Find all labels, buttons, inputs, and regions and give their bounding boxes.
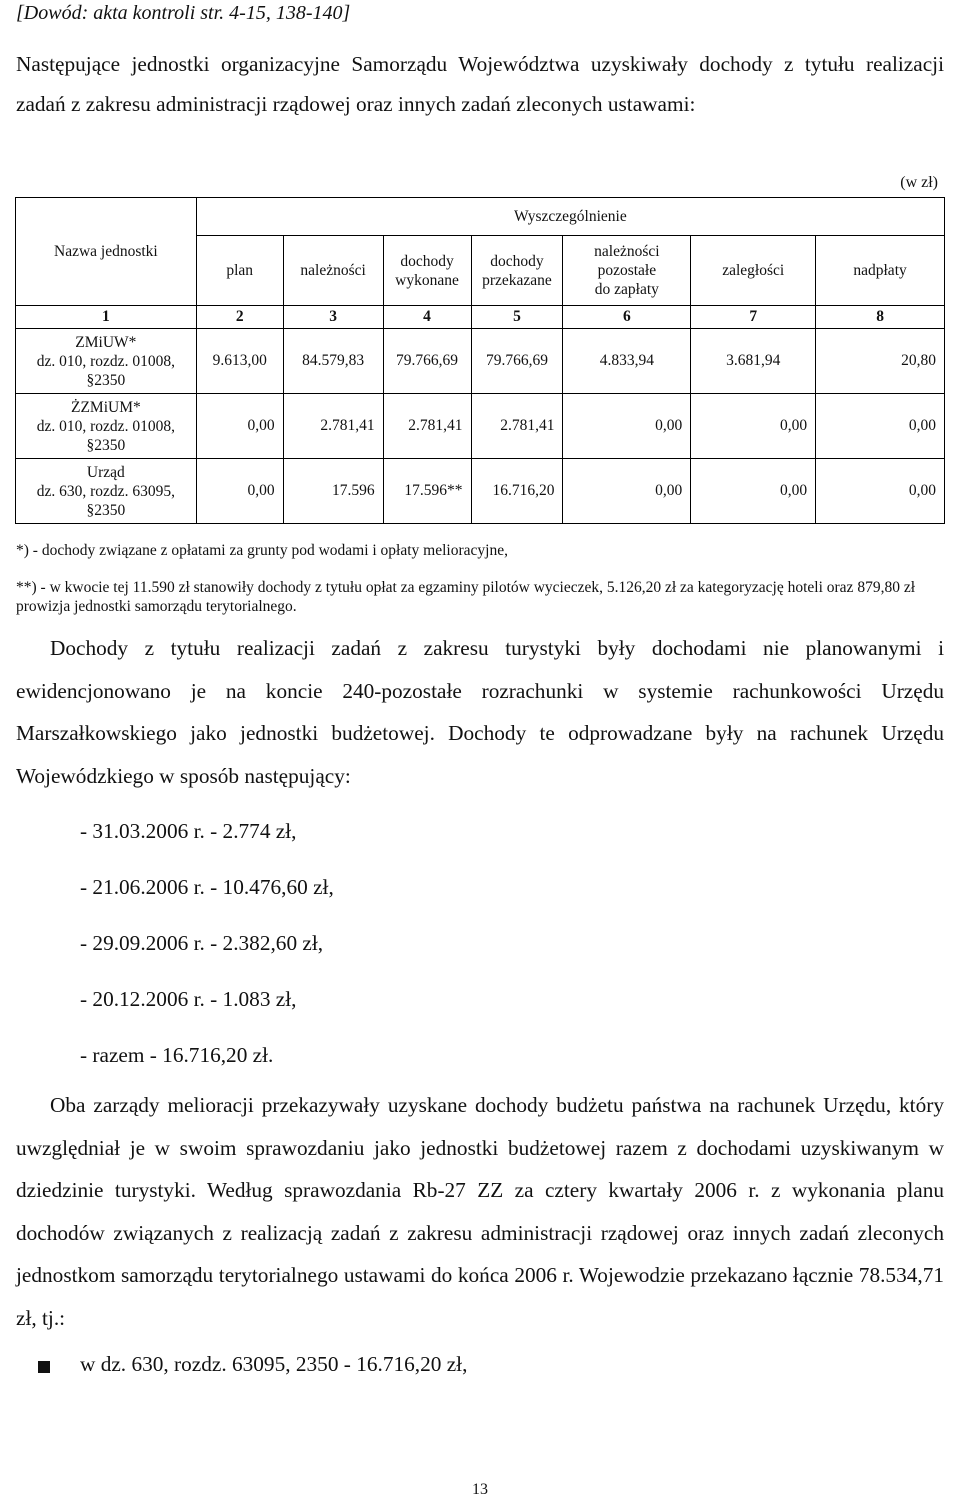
header-remaining-receivables xyxy=(563,236,691,306)
header-remaining-receivables-line3: do zapłaty xyxy=(594,281,659,298)
column-index: 6 xyxy=(563,306,691,329)
revenue-table xyxy=(15,197,945,524)
cell-arrears: 3.681,94 xyxy=(691,329,816,394)
header-overpayments: nadpłaty xyxy=(816,236,945,306)
bullet-item: w dz. 630, rozdz. 63095, 2350 - 16.716,20 zł, xyxy=(80,1352,468,1376)
cell-arrears: 0,00 xyxy=(691,394,816,459)
cell-revenue-transferred: 2.781,41 xyxy=(471,394,563,459)
cell-revenue-executed: 17.596** xyxy=(383,459,471,524)
table-row xyxy=(16,329,945,394)
intro-paragraph: Następujące jednostki organizacyjne Samorządu Województwa uzyskiwały dochody z tytułu realizacji zadań z zakresu administracji rządowej oraz innych zadań zleconych ustawami: xyxy=(16,52,944,116)
table-row xyxy=(16,459,945,524)
column-index: 4 xyxy=(383,306,471,329)
header-revenue-transferred-line2: przekazane xyxy=(482,271,552,289)
cell-receivables: 17.596 xyxy=(283,459,383,524)
header-remaining-receivables-line1: należności xyxy=(594,243,660,260)
header-receivables: należności xyxy=(283,236,383,306)
row-unit-line3: §2350 xyxy=(86,371,126,389)
footnote-1: *) - dochody związane z opłatami za grunty pod wodami i opłaty melioracyjne, xyxy=(16,542,508,559)
list-item: - 21.06.2006 r. - 10.476,60 zł, xyxy=(80,875,334,899)
cell-remaining-receivables: 0,00 xyxy=(563,459,691,524)
cell-plan: 9.613,00 xyxy=(196,329,283,394)
header-plan: plan xyxy=(196,236,283,306)
paragraph-tourism-revenue: Dochody z tytułu realizacji zadań z zakresu turystyki były dochodami nie planowanymi i ewidencjonowano je na koncie 240-pozostałe rozrachunki w systemie rachunkowości Urzędu Marszałkowskiego jako jednostki budżetowej. Dochody te odprowadzane były na rachunek Urzędu Wojewódzkiego w sposób następujący: xyxy=(16,636,944,788)
source-reference: [Dowód: akta kontroli str. 4-15, 138-140] xyxy=(16,2,351,24)
header-revenue-transferred xyxy=(471,236,563,306)
header-revenue-executed xyxy=(383,236,471,306)
table-row xyxy=(16,394,945,459)
column-index: 3 xyxy=(283,306,383,329)
header-unit-name: Nazwa jednostki xyxy=(16,198,197,306)
page-number: 13 xyxy=(472,1481,488,1498)
cell-revenue-transferred: 79.766,69 xyxy=(471,329,563,394)
row-unit-line1: ŻZMiUM* xyxy=(70,398,141,416)
list-item: - 31.03.2006 r. - 2.774 zł, xyxy=(80,819,297,843)
footnote-2: **) - w kwocie tej 11.590 zł stanowiły dochody z tytułu opłat za egzaminy pilotów wycieczek, 5.126,20 zł za kategoryzację hoteli oraz 879,80 zł prowizja jednostki samorządu terytorialnego. xyxy=(16,579,915,615)
square-bullet-icon xyxy=(38,1361,50,1373)
payments-list xyxy=(80,810,334,1090)
cell-overpayments: 0,00 xyxy=(816,394,945,459)
header-revenue-transferred-line1: dochody xyxy=(490,252,544,270)
row-unit-name xyxy=(16,459,197,524)
paragraph-melioration: Oba zarządy melioracji przekazywały uzyskane dochody budżetu państwa na rachunek Urzędu, który uwzględniał je w swoim sprawozdaniu jako jednostki budżetowej razem z dochodami uzyskiwanym w dziedzinie turystyki. Według sprawozdania Rb-27 ZZ za cztery kwartały 2006 r. z wykonania planu dochodów związanych z realizacją zadań z zakresu administracji rządowej oraz innych zadań zleconych jednostkom samorządu terytorialnego ustawami do końca 2006 r. Wojewodzie przekazano łącznie 78.534,71 zł, tj.: xyxy=(16,1093,944,1330)
header-specification: Wyszczególnienie xyxy=(196,198,944,236)
cell-revenue-executed: 2.781,41 xyxy=(383,394,471,459)
cell-arrears: 0,00 xyxy=(691,459,816,524)
cell-overpayments: 20,80 xyxy=(816,329,945,394)
row-unit-line2: dz. 010, rozdz. 01008, xyxy=(36,417,175,435)
cell-remaining-receivables: 0,00 xyxy=(563,394,691,459)
unit-label: (w zł) xyxy=(900,174,938,191)
row-unit-line1: ZMiUW* xyxy=(75,333,137,351)
list-item: - 20.12.2006 r. - 1.083 zł, xyxy=(80,987,297,1011)
row-unit-line3: §2350 xyxy=(86,501,126,519)
cell-revenue-executed: 79.766,69 xyxy=(383,329,471,394)
header-remaining-receivables-line2: pozostałe xyxy=(597,262,657,279)
cell-plan: 0,00 xyxy=(196,459,283,524)
cell-plan: 0,00 xyxy=(196,394,283,459)
column-index: 1 xyxy=(16,306,197,329)
cell-revenue-transferred: 16.716,20 xyxy=(471,459,563,524)
column-index-row xyxy=(16,306,945,329)
cell-receivables: 84.579,83 xyxy=(283,329,383,394)
column-index: 8 xyxy=(816,306,945,329)
header-arrears: zaległości xyxy=(691,236,816,306)
cell-overpayments: 0,00 xyxy=(816,459,945,524)
cell-receivables: 2.781,41 xyxy=(283,394,383,459)
list-item: - 29.09.2006 r. - 2.382,60 zł, xyxy=(80,931,324,955)
cell-remaining-receivables: 4.833,94 xyxy=(563,329,691,394)
row-unit-line1: Urząd xyxy=(86,463,125,481)
list-item: - razem - 16.716,20 zł. xyxy=(80,1043,274,1067)
header-revenue-executed-line1: dochody xyxy=(400,252,454,270)
row-unit-line2: dz. 630, rozdz. 63095, xyxy=(36,482,175,500)
column-index: 5 xyxy=(471,306,563,329)
column-index: 2 xyxy=(196,306,283,329)
row-unit-name xyxy=(16,394,197,459)
row-unit-name xyxy=(16,329,197,394)
header-revenue-executed-line2: wykonane xyxy=(395,271,459,289)
row-unit-line2: dz. 010, rozdz. 01008, xyxy=(36,352,175,370)
column-index: 7 xyxy=(691,306,816,329)
row-unit-line3: §2350 xyxy=(86,436,126,454)
